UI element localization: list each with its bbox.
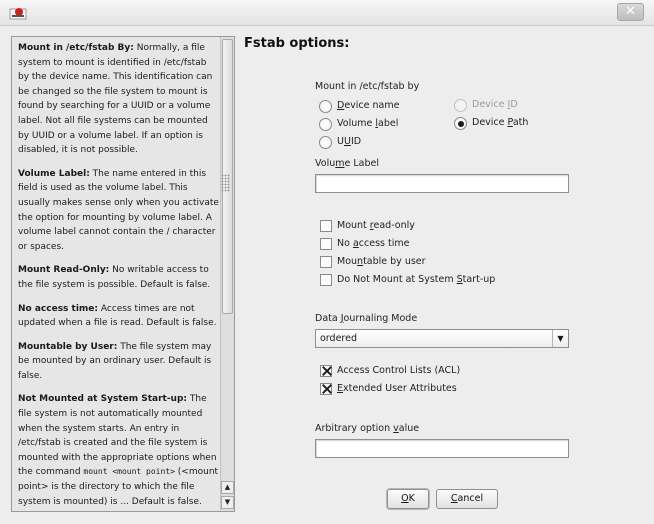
checkbox-no-access-time-label[interactable]: No access time — [337, 238, 410, 249]
yast-app-icon — [9, 6, 27, 20]
radio-uuid-label[interactable]: UUID — [337, 136, 362, 147]
checkbox-extended-attributes-label[interactable]: Extended User Attributes — [337, 383, 457, 394]
radio-volume-label[interactable] — [319, 118, 332, 131]
help-code: mount <mount point> — [83, 467, 175, 477]
journaling-mode-caption: Data Journaling Mode — [315, 313, 418, 324]
help-paragraph-volume-label — [18, 167, 220, 255]
radio-device-name-label[interactable]: Device name — [337, 100, 400, 111]
help-heading: No access time: — [18, 303, 99, 314]
help-body: The file system may be mounted by an ordinary user. Default is false. — [18, 341, 212, 381]
radio-device-path[interactable] — [454, 117, 467, 130]
window-titlebar — [0, 0, 654, 26]
checkbox-mountable-by-user[interactable] — [320, 256, 332, 268]
checkbox-no-access-time[interactable] — [320, 238, 332, 250]
arbitrary-option-input[interactable] — [315, 439, 569, 458]
volume-label-caption: Volume Label — [315, 158, 379, 169]
help-paragraph-not-mounted — [18, 392, 220, 509]
help-body: (<mount point> is the directory to which the file system is mounted) is ... Default is false. — [18, 467, 219, 507]
journaling-mode-select[interactable] — [315, 329, 569, 348]
radio-uuid[interactable] — [319, 136, 332, 149]
mount-by-label: Mount in /etc/fstab by — [315, 81, 420, 92]
scroll-up-button[interactable]: ▲ — [221, 481, 234, 494]
help-heading: Mountable by User: — [18, 341, 118, 352]
radio-volume-label-label[interactable]: Volume label — [337, 118, 399, 129]
checkbox-acl-label[interactable]: Access Control Lists (ACL) — [337, 365, 461, 376]
help-paragraph-mount-by — [18, 41, 220, 158]
volume-label-input[interactable] — [315, 174, 569, 193]
checkbox-mountable-by-user-label[interactable]: Mountable by user — [337, 256, 426, 267]
cancel-button[interactable]: Cancel — [436, 489, 498, 509]
help-text — [18, 41, 220, 512]
radio-device-id-label[interactable]: Device ID — [472, 99, 518, 110]
arbitrary-option-caption: Arbitrary option value — [315, 423, 420, 434]
help-body: No writable access to the file system is possible. Default is false. — [18, 265, 211, 290]
help-heading: Not Mounted at System Start-up: — [18, 394, 188, 405]
help-scrollbar[interactable] — [220, 37, 234, 511]
help-paragraph-read-only — [18, 263, 220, 292]
page-title: Fstab options: — [244, 36, 350, 51]
journaling-mode-value: ordered — [320, 333, 357, 344]
help-body: Normally, a file system to mount is identified in /etc/fstab by the device name. This identification can be changed so the file system to mount is found by searching for a UUID or a volume label. Not all file systems can be mounted by UUID or a volume label. If an option is disabled, it is not possible. — [18, 43, 213, 156]
help-paragraph-no-access-time — [18, 302, 220, 331]
checkbox-no-mount-at-startup[interactable] — [320, 274, 332, 286]
splitter-grip-icon[interactable] — [221, 174, 230, 192]
checkbox-extended-attributes[interactable] — [320, 383, 332, 395]
radio-device-name[interactable] — [319, 100, 332, 113]
radio-device-path-label[interactable]: Device Path — [472, 117, 529, 128]
help-body: Access times are not updated when a file is read. Default is false. — [18, 303, 217, 329]
checkbox-acl[interactable] — [320, 365, 332, 377]
checkbox-read-only-label[interactable]: Mount read-only — [337, 220, 415, 231]
chevron-down-icon[interactable]: ▼ — [552, 330, 568, 347]
help-heading: Mount Read-Only: — [18, 265, 110, 276]
ok-button[interactable]: OK — [387, 489, 429, 509]
checkbox-read-only[interactable] — [320, 220, 332, 232]
window-close-button[interactable]: ✕ — [617, 3, 644, 21]
help-panel — [11, 36, 235, 512]
help-paragraph-mountable-by-user — [18, 340, 220, 384]
scroll-down-button[interactable]: ▼ — [221, 496, 234, 509]
help-heading: Volume Label: — [18, 168, 90, 179]
radio-device-id[interactable] — [454, 99, 467, 112]
help-body: The file system is not automatically mounted when the system starts. An entry in /etc/fstab is created and the file system is mounted with the appropriate options when the command — [18, 394, 217, 478]
help-heading: Mount in /etc/fstab By: — [18, 43, 134, 53]
help-body: The name entered in this field is used as the volume label. This usually makes sense only when you activate the option for mounting by volume label. A volume label cannot contain the / character or spaces. — [18, 168, 219, 252]
checkbox-no-mount-at-startup-label[interactable]: Do Not Mount at System Start-up — [337, 274, 496, 285]
